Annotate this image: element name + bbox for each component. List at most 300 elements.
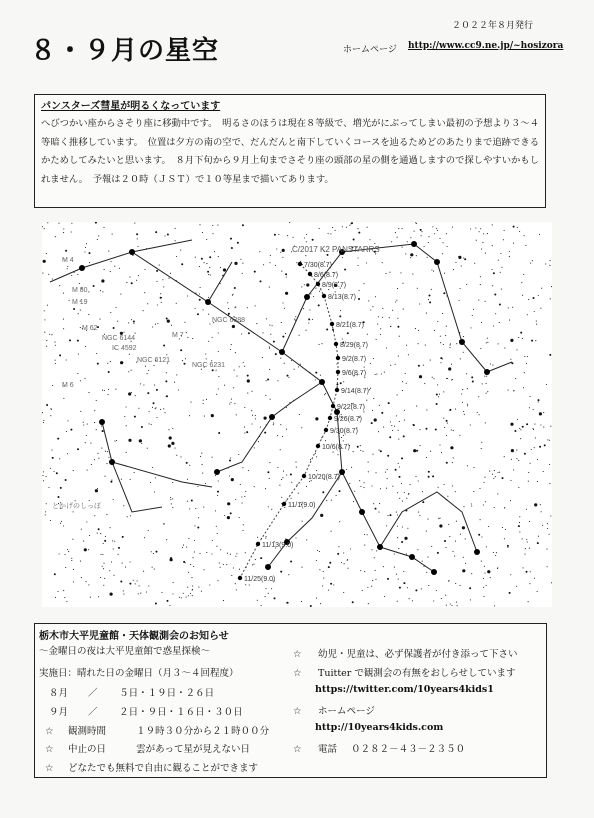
page-title: ８・９月の星空 bbox=[30, 36, 220, 66]
bright-star bbox=[359, 509, 365, 515]
background-star bbox=[467, 404, 468, 405]
background-star bbox=[86, 435, 87, 436]
background-star bbox=[453, 457, 454, 458]
background-star bbox=[439, 238, 440, 239]
background-star bbox=[140, 593, 141, 594]
background-star bbox=[342, 338, 343, 339]
background-star bbox=[370, 388, 371, 389]
background-star bbox=[77, 448, 79, 450]
comet-position-marker bbox=[334, 342, 338, 346]
background-star bbox=[416, 255, 417, 256]
background-star bbox=[360, 570, 361, 571]
background-star bbox=[396, 300, 397, 301]
background-star bbox=[433, 600, 434, 601]
background-star bbox=[299, 414, 300, 415]
background-star bbox=[280, 424, 281, 425]
background-star bbox=[536, 321, 537, 322]
background-star bbox=[254, 447, 255, 448]
background-star bbox=[123, 332, 124, 333]
background-star bbox=[492, 285, 493, 286]
background-star bbox=[120, 361, 123, 364]
background-star bbox=[422, 491, 423, 492]
background-star bbox=[192, 557, 193, 558]
background-star bbox=[161, 302, 162, 303]
background-star bbox=[94, 410, 95, 411]
background-star bbox=[471, 376, 473, 378]
background-star bbox=[540, 308, 541, 309]
background-star bbox=[379, 503, 380, 504]
background-star bbox=[147, 448, 148, 449]
background-star bbox=[282, 302, 283, 303]
background-star bbox=[530, 263, 531, 264]
background-star bbox=[194, 551, 195, 552]
background-star bbox=[392, 486, 393, 487]
background-star bbox=[313, 296, 314, 297]
background-star bbox=[219, 562, 220, 563]
background-star bbox=[242, 530, 243, 531]
background-star bbox=[336, 495, 337, 496]
background-star bbox=[389, 317, 390, 318]
background-star bbox=[90, 597, 91, 598]
background-star bbox=[138, 408, 139, 409]
event-homepage-link[interactable]: http://10years4kids.com bbox=[315, 722, 444, 733]
background-star bbox=[109, 570, 110, 571]
background-star bbox=[106, 463, 107, 464]
background-star bbox=[230, 349, 231, 350]
background-star bbox=[432, 226, 433, 227]
comet-path bbox=[240, 264, 338, 578]
background-star bbox=[466, 284, 467, 285]
background-star bbox=[380, 334, 381, 335]
background-star bbox=[540, 424, 541, 425]
background-star bbox=[428, 299, 429, 300]
background-star bbox=[460, 585, 461, 586]
background-star bbox=[453, 269, 454, 270]
background-star bbox=[274, 597, 276, 599]
background-star bbox=[524, 554, 525, 555]
background-star bbox=[443, 418, 444, 419]
background-star bbox=[473, 309, 474, 310]
background-star bbox=[439, 444, 440, 445]
background-star bbox=[187, 337, 188, 338]
background-star bbox=[210, 274, 211, 275]
background-star bbox=[461, 266, 462, 267]
background-star bbox=[235, 307, 236, 308]
background-star bbox=[293, 237, 294, 238]
bright-star bbox=[214, 469, 220, 475]
background-star bbox=[364, 545, 365, 546]
background-star bbox=[174, 448, 175, 449]
bright-star bbox=[474, 549, 480, 555]
comet-date-label: 8/29(8.7) bbox=[340, 342, 369, 349]
background-star bbox=[173, 582, 174, 583]
background-star bbox=[262, 357, 263, 358]
cancel-label: 中止の日 bbox=[68, 744, 107, 755]
background-star bbox=[131, 392, 132, 393]
background-star bbox=[122, 536, 124, 538]
background-star bbox=[443, 344, 444, 345]
background-star bbox=[426, 410, 427, 411]
background-star bbox=[470, 424, 471, 425]
background-star bbox=[325, 393, 326, 394]
background-star bbox=[166, 395, 168, 397]
background-star bbox=[152, 567, 153, 568]
background-star bbox=[349, 225, 350, 226]
background-star bbox=[402, 526, 403, 527]
background-star bbox=[487, 338, 488, 339]
background-star bbox=[513, 243, 514, 244]
background-star bbox=[120, 581, 122, 583]
background-star bbox=[432, 377, 433, 378]
background-star bbox=[381, 412, 383, 414]
background-star bbox=[105, 451, 106, 452]
background-star bbox=[187, 479, 188, 480]
twitter-link[interactable]: https://twitter.com/10years4kids1 bbox=[315, 684, 494, 695]
event-homepage-label: ホームページ bbox=[318, 706, 375, 717]
background-star bbox=[102, 554, 103, 555]
background-star bbox=[421, 235, 422, 236]
background-star bbox=[478, 396, 479, 397]
background-star bbox=[398, 579, 399, 580]
background-star bbox=[492, 365, 493, 366]
background-star bbox=[84, 251, 85, 252]
background-star bbox=[66, 359, 67, 360]
background-star bbox=[94, 515, 95, 516]
background-star bbox=[407, 241, 408, 242]
background-star bbox=[104, 578, 105, 579]
background-star bbox=[192, 585, 193, 586]
background-star bbox=[484, 477, 485, 478]
background-star bbox=[234, 287, 236, 289]
background-star bbox=[60, 487, 62, 489]
background-star bbox=[81, 529, 82, 530]
background-star bbox=[230, 402, 231, 403]
background-star bbox=[190, 564, 191, 565]
background-star bbox=[533, 429, 534, 430]
background-star bbox=[198, 587, 199, 588]
background-star bbox=[464, 258, 466, 260]
background-star bbox=[358, 265, 359, 266]
background-star bbox=[529, 521, 530, 522]
background-star bbox=[175, 228, 176, 229]
background-star bbox=[449, 536, 450, 537]
background-star bbox=[481, 448, 482, 449]
background-star bbox=[59, 458, 60, 459]
background-star bbox=[201, 453, 202, 454]
background-star bbox=[446, 233, 447, 234]
background-star bbox=[67, 266, 68, 267]
background-star bbox=[405, 253, 406, 254]
background-star bbox=[80, 561, 81, 562]
background-star bbox=[322, 585, 323, 586]
background-star bbox=[448, 580, 449, 581]
background-star bbox=[67, 420, 68, 421]
background-star bbox=[397, 237, 398, 238]
background-star bbox=[526, 423, 528, 425]
background-star bbox=[189, 508, 190, 509]
background-star bbox=[229, 460, 231, 462]
background-star bbox=[206, 263, 207, 264]
background-star bbox=[104, 269, 105, 270]
chart-object-label: NGC 6144 bbox=[102, 335, 136, 342]
background-star bbox=[450, 343, 451, 344]
background-star bbox=[551, 286, 552, 287]
background-star bbox=[43, 420, 44, 421]
background-star bbox=[406, 345, 407, 346]
background-star bbox=[494, 605, 495, 606]
background-star bbox=[217, 533, 218, 534]
background-star bbox=[191, 500, 193, 502]
background-star bbox=[244, 366, 245, 367]
constellation-line bbox=[437, 262, 512, 372]
background-star bbox=[369, 389, 370, 390]
background-star bbox=[296, 262, 297, 263]
background-star bbox=[451, 605, 452, 606]
background-star bbox=[412, 600, 413, 601]
background-star bbox=[357, 228, 358, 229]
background-star bbox=[179, 597, 180, 598]
background-star bbox=[306, 486, 307, 487]
background-star bbox=[378, 316, 379, 317]
background-star bbox=[88, 314, 89, 315]
background-star bbox=[192, 595, 193, 596]
background-star bbox=[424, 383, 425, 384]
background-star bbox=[233, 567, 234, 568]
background-star bbox=[120, 294, 121, 295]
background-star bbox=[141, 426, 143, 428]
background-star bbox=[63, 319, 64, 320]
background-star bbox=[527, 541, 528, 542]
background-star bbox=[390, 514, 392, 516]
background-star bbox=[156, 281, 157, 282]
children-note: 幼児・児童は、必ず保護者が付き添って下さい bbox=[318, 649, 518, 660]
background-star bbox=[287, 375, 289, 377]
background-star bbox=[282, 257, 283, 258]
background-star bbox=[387, 478, 388, 479]
background-star bbox=[77, 274, 78, 275]
background-star bbox=[427, 519, 428, 520]
background-star bbox=[396, 512, 397, 513]
background-star bbox=[441, 452, 442, 453]
background-star bbox=[282, 336, 284, 338]
background-star bbox=[251, 410, 252, 411]
background-star bbox=[549, 464, 550, 465]
background-star bbox=[463, 257, 464, 258]
background-star bbox=[87, 424, 88, 425]
background-star bbox=[461, 393, 462, 394]
background-star bbox=[108, 251, 109, 252]
background-star bbox=[188, 595, 189, 596]
background-star bbox=[176, 256, 177, 257]
background-star bbox=[301, 601, 302, 602]
comet-date-label: 9/22(8.7) bbox=[337, 404, 366, 411]
background-star bbox=[440, 362, 441, 363]
background-star bbox=[324, 394, 325, 395]
background-star bbox=[190, 402, 191, 403]
background-star bbox=[283, 471, 284, 472]
background-star bbox=[42, 273, 43, 274]
background-star bbox=[320, 603, 321, 604]
background-star bbox=[446, 420, 448, 422]
background-star bbox=[421, 231, 422, 232]
bright-star bbox=[205, 299, 211, 305]
background-star bbox=[178, 389, 179, 390]
background-star bbox=[347, 332, 349, 334]
background-star bbox=[226, 564, 227, 565]
background-star bbox=[156, 270, 158, 272]
news-body: へびつかい座からさそり座に移動中です。 明るさのほうは現在８等級で、増光がにぶってしまい最初の予想より３～４等暗く推移しています。 位置は夕方の南の空で、だんだんと南下していくコースを辿るためどのあたりまで追跡できるかためしてみたいと思います。 ８月下旬から９月上旬までさそり座の頭部の星の側を通過しますので探しやすいかもしれません。 予報は２０時（ＪＳＴ）で１０等星まで描いてあります。 bbox=[41, 118, 539, 185]
background-star bbox=[337, 454, 338, 455]
background-star bbox=[508, 390, 509, 391]
background-star bbox=[397, 601, 398, 602]
background-star bbox=[212, 540, 213, 541]
background-star bbox=[347, 560, 348, 561]
background-star bbox=[58, 223, 59, 224]
background-star bbox=[418, 330, 419, 331]
background-star bbox=[353, 451, 354, 452]
background-star bbox=[153, 402, 155, 404]
background-star bbox=[435, 429, 437, 431]
background-star bbox=[434, 330, 435, 331]
background-star bbox=[94, 459, 95, 460]
background-star bbox=[104, 476, 105, 477]
background-star bbox=[433, 271, 434, 272]
homepage-link[interactable]: http://www.cc9.ne.jp/~hosizora bbox=[408, 41, 564, 51]
background-star bbox=[474, 263, 475, 264]
background-star bbox=[298, 366, 299, 367]
background-star bbox=[84, 378, 85, 379]
background-star bbox=[455, 541, 456, 542]
background-star bbox=[129, 354, 130, 355]
background-star bbox=[481, 442, 482, 443]
background-star bbox=[481, 249, 482, 250]
background-star bbox=[238, 454, 239, 455]
background-star bbox=[172, 498, 173, 499]
background-star bbox=[353, 239, 355, 241]
background-star bbox=[545, 263, 546, 264]
background-star bbox=[63, 293, 64, 294]
background-star bbox=[333, 584, 334, 585]
background-star bbox=[52, 385, 53, 386]
background-star bbox=[378, 431, 379, 432]
background-star bbox=[202, 232, 203, 233]
background-star bbox=[394, 553, 395, 554]
background-star bbox=[209, 267, 210, 268]
background-star bbox=[126, 406, 127, 407]
background-star bbox=[418, 343, 419, 344]
background-star bbox=[455, 583, 456, 584]
background-star bbox=[460, 534, 461, 535]
cancel-value: 雲があって星が見えない日 bbox=[136, 744, 250, 755]
background-star bbox=[339, 315, 341, 317]
background-star bbox=[218, 376, 219, 377]
comet-date-label: 10/6(8.7) bbox=[322, 444, 351, 451]
background-star bbox=[236, 589, 237, 590]
background-star bbox=[332, 227, 333, 228]
background-star bbox=[218, 256, 219, 257]
background-star bbox=[182, 360, 183, 361]
background-star bbox=[97, 488, 98, 489]
background-star bbox=[143, 571, 144, 572]
background-star bbox=[149, 423, 150, 424]
background-star bbox=[255, 418, 256, 419]
background-star bbox=[439, 524, 442, 527]
background-star bbox=[415, 476, 416, 477]
background-star bbox=[530, 463, 531, 464]
background-star bbox=[184, 322, 185, 323]
background-star bbox=[166, 372, 167, 373]
background-star bbox=[255, 415, 256, 416]
background-star bbox=[90, 443, 91, 444]
background-star bbox=[485, 501, 486, 502]
event-subtitle: ～金曜日の夜は大平児童館で惑星探検～ bbox=[39, 646, 211, 657]
background-star bbox=[289, 222, 290, 223]
background-star bbox=[155, 408, 156, 409]
background-star bbox=[294, 319, 295, 320]
background-star bbox=[266, 536, 267, 537]
background-star bbox=[202, 464, 203, 465]
background-star bbox=[270, 399, 271, 400]
background-star bbox=[419, 303, 420, 304]
background-star bbox=[475, 227, 476, 228]
background-star bbox=[549, 483, 550, 484]
background-star bbox=[387, 515, 388, 516]
background-star bbox=[341, 414, 342, 415]
background-star bbox=[89, 262, 90, 263]
background-star bbox=[302, 521, 303, 522]
background-star bbox=[414, 231, 415, 232]
background-star bbox=[532, 428, 533, 429]
background-star bbox=[265, 538, 266, 539]
background-star bbox=[501, 267, 502, 268]
constellation-line bbox=[380, 492, 477, 552]
background-star bbox=[510, 423, 513, 426]
background-star bbox=[101, 279, 104, 282]
background-star bbox=[395, 232, 396, 233]
background-star bbox=[214, 251, 215, 252]
background-star bbox=[201, 258, 203, 260]
background-star bbox=[191, 577, 192, 578]
background-star bbox=[321, 343, 322, 344]
background-star bbox=[80, 327, 81, 328]
background-star bbox=[439, 518, 440, 519]
background-star bbox=[240, 259, 241, 260]
background-star bbox=[429, 295, 431, 297]
background-star bbox=[454, 556, 455, 557]
background-star bbox=[464, 414, 465, 415]
background-star bbox=[89, 500, 90, 501]
background-star bbox=[426, 572, 427, 573]
background-star bbox=[476, 240, 477, 241]
background-star bbox=[480, 348, 481, 349]
background-star bbox=[263, 264, 264, 265]
background-star bbox=[431, 269, 432, 270]
background-star bbox=[527, 314, 528, 315]
constellation-line bbox=[282, 352, 434, 572]
background-star bbox=[294, 369, 295, 370]
background-star bbox=[517, 227, 518, 228]
background-star bbox=[147, 373, 148, 374]
background-star bbox=[277, 380, 278, 381]
background-star bbox=[148, 585, 149, 586]
background-star bbox=[152, 326, 153, 327]
background-star bbox=[547, 528, 548, 529]
background-star bbox=[448, 524, 449, 525]
background-star bbox=[515, 378, 516, 379]
background-star bbox=[43, 480, 44, 481]
background-star bbox=[231, 344, 232, 345]
background-star bbox=[195, 508, 196, 509]
